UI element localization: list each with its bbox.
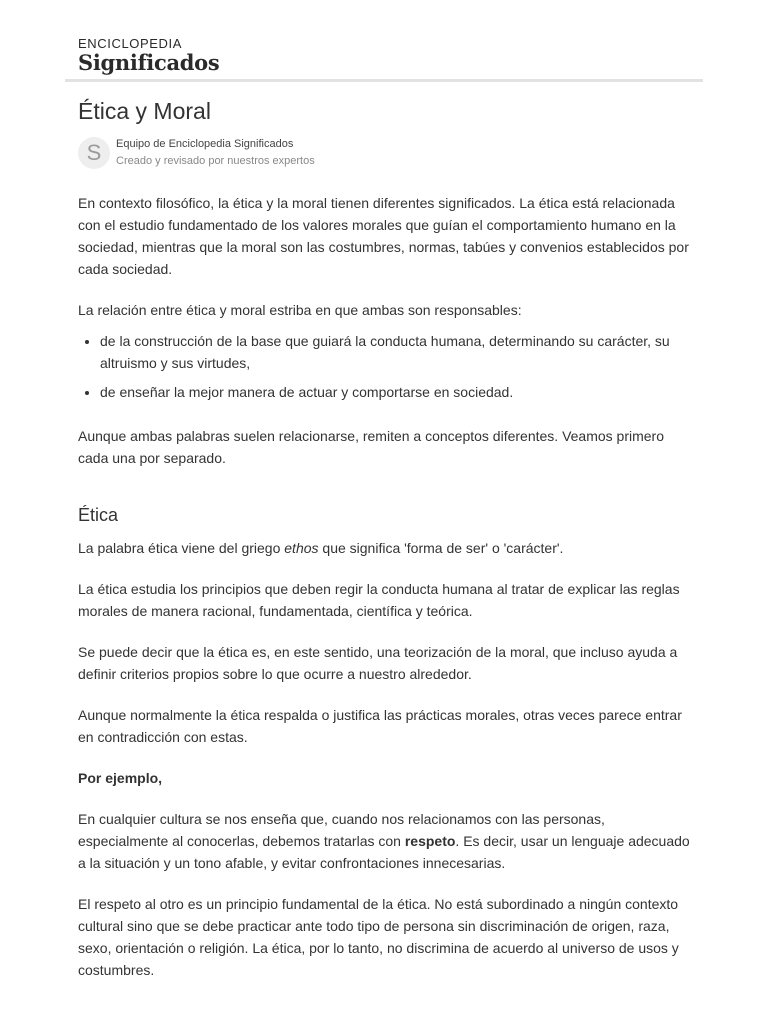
etica-origin-paragraph (78, 537, 698, 559)
ethos-term: ethos (284, 540, 319, 556)
article (78, 96, 698, 1000)
page-title: Ética y Moral (78, 98, 211, 124)
etica-theory-paragraph: Se puede decir que la ética es, en este sentido, una teorización de la moral, que incluso ayuda a definir criterios propios sobre lo que ocurre a nuestro alrededor. (78, 644, 678, 682)
author-subtitle: Creado y revisado por nuestros expertos (116, 155, 315, 167)
respect-text-2: . Es decir, usar un lenguaje adecuado a la situación y un tono afable, y evitar confrontaciones innecesarias. (78, 833, 690, 871)
separate-concepts-paragraph: Aunque ambas palabras suelen relacionarse, remiten a conceptos diferentes. Veamos primero cada una por separado. (78, 428, 664, 466)
list-item: • de la construcción de la base que guiará la conducta humana, determinando su carácter, su altruismo y sus virtudes, (100, 330, 698, 374)
example-label: Por ejemplo, (78, 770, 163, 786)
respect-term: respeto (404, 833, 456, 849)
relation-paragraph: La relación entre ética y moral estriba en que ambas son responsables: (78, 302, 522, 318)
intro-paragraph: En contexto filosófico, la ética y la moral tienen diferentes significados. La ética está relacionada con el estudio fundamentado de los valores morales que guían el comportamiento humano en la sociedad, mientras que la moral son las costumbres, normas, tabúes y convenios establecidos por cada sociedad. (78, 195, 689, 277)
respect-text-1: En cualquier cultura se nos enseña que, cuando nos relacionamos con las personas, especialmente al conocerlas, debemos tratarlas con (78, 811, 605, 849)
etica-origin-text-1: La palabra ética viene del griego (78, 540, 285, 556)
respect-paragraph (78, 808, 698, 874)
site-logo-link[interactable] (78, 36, 219, 74)
respect-principle-paragraph: El respeto al otro es un principio fundamental de la ética. No está subordinado a ningún contexto cultural sino que se debe practicar ante todo tipo de persona sin discriminación de origen, raza, sexo, orientación o religión. La ética, por lo tanto, no discrimina de acuerdo al universo de usos y costumbres. (78, 896, 679, 978)
etica-origin-text-2: que significa 'forma de ser' o 'carácter'. (318, 540, 564, 556)
logo-top-text: ENCICLOPEDIA (78, 36, 183, 51)
etica-study-paragraph: La ética estudia los principios que deben regir la conducta humana al tratar de explicar las reglas morales de manera racional, fundamentada, científica y teórica. (78, 581, 680, 619)
author-block (78, 136, 698, 174)
list-item: • de enseñar la mejor manera de actuar y comportarse en sociedad. (100, 381, 698, 403)
site-header (65, 0, 703, 82)
etica-contradiction-paragraph: Aunque normalmente la ética respalda o justifica las prácticas morales, otras veces parece entrar en contradicción con estas. (78, 707, 682, 745)
responsibilities-list (78, 330, 698, 403)
author-name: Equipo de Enciclopedia Significados (116, 138, 294, 150)
author-avatar: S (78, 137, 110, 169)
logo-main-text: Significados (78, 50, 220, 75)
section-heading-etica: Ética (78, 505, 119, 525)
